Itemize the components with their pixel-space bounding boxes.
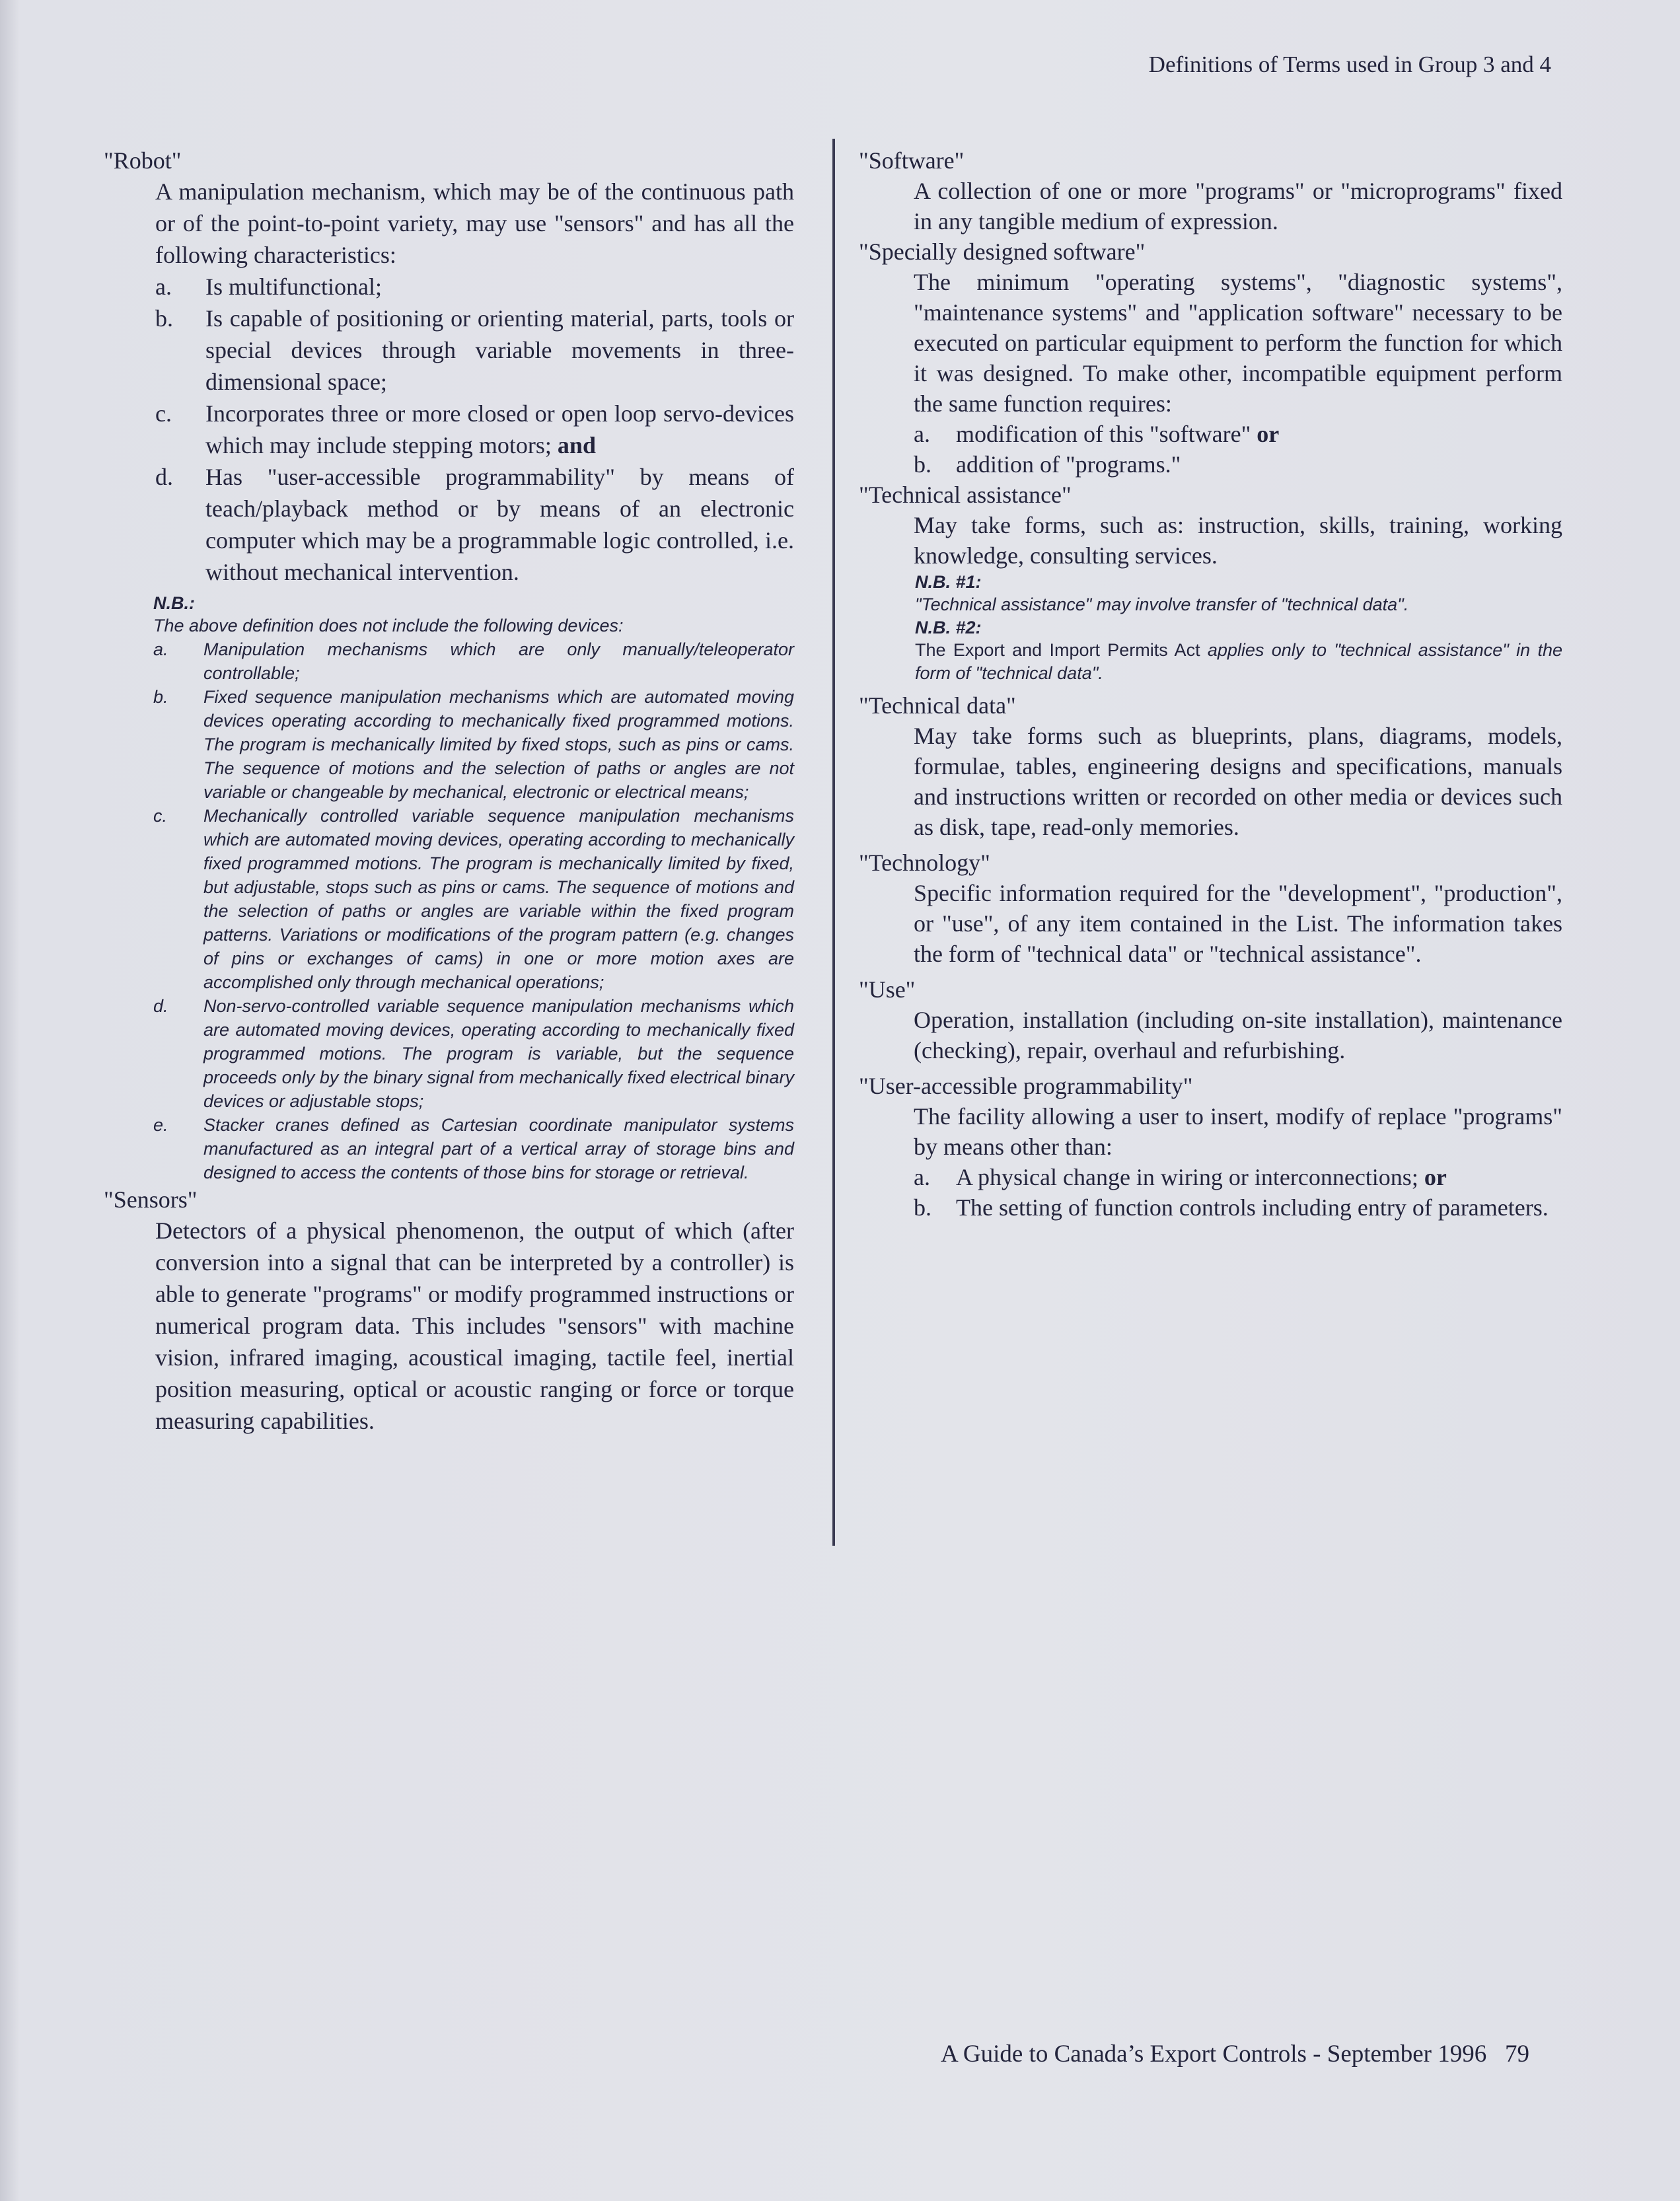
specially-designed-definition: The minimum "operating systems", "diagnostic systems", "maintenance systems" and "application software" necessary to be executed on particular equipment to perform the function for which it was designed. To make other, incompatible equipment perform the same function requires: [914, 269, 1562, 417]
left-column [104, 145, 794, 1437]
list-text-conjunction: or [1418, 1164, 1447, 1190]
list-item [914, 1162, 1562, 1192]
list-text-conjunction: and [551, 432, 596, 458]
list-item [914, 419, 1562, 449]
nb-text: Fixed sequence manipulation mechanisms which are automated moving devices operating according to mechanically fixed programmed motions. The program is mechanically limited by fixed stops, such as pins or cams. The sequence of motions and the selection of paths or angles are not variable or changeable by mechanical, electronic or electrical means; [203, 687, 794, 802]
nb-label: c. [153, 806, 168, 826]
nb-text: Manipulation mechanisms which are only manually/teleoperator controllable; [203, 639, 794, 683]
nb-list-item [153, 804, 794, 994]
list-text-conjunction: or [1251, 421, 1280, 447]
list-label: a. [914, 421, 930, 447]
list-text-body: modification of this "software" [956, 421, 1251, 447]
term-software: "Software" [859, 147, 965, 174]
list-label: d. [155, 464, 173, 490]
nb-list-item [153, 1113, 794, 1184]
term-use: "Use" [859, 976, 916, 1003]
nb-list-item [153, 637, 794, 685]
technology-definition: Specific information required for the "development", "production", or "use", of any item contained in the List. The information takes the form of "technical data" or "technical assistance". [914, 880, 1562, 967]
list-label: b. [914, 451, 931, 478]
technical-data-definition: May take forms such as blueprints, plans, diagrams, models, formulae, tables, engineering designs and specifications, manuals and instructions written or recorded on other media or devices such as disk, tape, read-only memories. [914, 723, 1562, 840]
nb-label: e. [153, 1115, 168, 1135]
nb-label: d. [153, 996, 168, 1016]
nb-list-item [153, 685, 794, 804]
nb2-text [915, 639, 1562, 685]
list-label: a. [155, 273, 172, 300]
term-technical-assistance: "Technical assistance" [859, 482, 1072, 508]
software-definition: A collection of one or more "programs" or "microprograms" fixed in any tangible medium of expression. [914, 178, 1562, 235]
nb2-heading: N.B. #2: [915, 618, 982, 637]
list-label: b. [914, 1194, 931, 1221]
technical-assistance-notes [915, 571, 1562, 685]
list-item [914, 1192, 1562, 1223]
page-footer: A Guide to Canada’s Export Controls - September 1996 79 [941, 2040, 1529, 2068]
list-text [956, 419, 1562, 449]
nb2-act-name: Export and Import Permits Act [953, 640, 1200, 660]
right-column [859, 145, 1562, 1223]
list-text: The setting of function controls including entry of parameters. [956, 1194, 1549, 1221]
term-robot: "Robot" [104, 147, 182, 174]
nb2-suffix: applies only to "technical assistance" in the form of "technical data". [915, 640, 1563, 683]
nb-label: b. [153, 687, 168, 707]
list-item [155, 398, 794, 461]
nb-label: a. [153, 639, 168, 659]
term-sensors: "Sensors" [104, 1186, 198, 1213]
term-technology: "Technology" [859, 849, 990, 876]
term-specially-designed-software: "Specially designed software" [859, 238, 1146, 265]
nb-text: Mechanically controlled variable sequence manipulation mechanisms which are automated moving devices, operating according to mechanically fixed programmed motions. The program is mechanically limited by fixed, but adjustable, stops such as pins or cams. The sequence of motions and the selection of paths or angles are variable within the fixed program patterns. Variations or modifications of the program pattern (e.g. changes of pins or exchanges of cams) in one or more motion axes are accomplished only through mechanical operations; [203, 806, 794, 992]
list-text: Is capable of positioning or orienting material, parts, tools or special devices through variable movements in three-dimensional space; [205, 305, 794, 395]
sensors-definition: Detectors of a physical phenomenon, the output of which (after conversion into a signal that can be interpreted by a controller) is able to generate "programs" or modify programmed instructions or numerical program data. This includes "sensors" with machine vision, infrared imaging, acoustical imaging, tactile feel, inertial position measuring, optical or acoustic ranging or force or torque measuring capabilities. [155, 1217, 794, 1434]
term-user-accessible-programmability: "User-accessible programmability" [859, 1073, 1193, 1099]
nb-intro: The above definition does not include the following devices: [153, 616, 624, 635]
robot-nb-note [153, 592, 794, 1184]
list-item [155, 303, 794, 398]
list-text-body: Incorporates three or more closed or open loop servo-devices which may include stepping motors; [205, 400, 794, 458]
list-label: a. [914, 1164, 930, 1190]
nb1-heading: N.B. #1: [915, 572, 982, 592]
technical-assistance-definition: May take forms, such as: instruction, skills, training, working knowledge, consulting services. [914, 512, 1562, 569]
list-text: Has "user-accessible programmability" by means of teach/playback method or by means of an electronic computer which may be a programmable logic controlled, i.e. without mechanical intervention. [205, 464, 794, 585]
running-header: Definitions of Terms used in Group 3 and 4 [1148, 52, 1551, 77]
nb1-text: "Technical assistance" may involve transfer of "technical data". [915, 595, 1409, 614]
list-text: Is multifunctional; [205, 273, 382, 300]
list-text: addition of "programs." [956, 451, 1181, 478]
nb2-prefix: The [915, 640, 953, 660]
list-text [956, 1162, 1562, 1192]
list-label: c. [155, 400, 172, 427]
use-definition: Operation, installation (including on-site installation), maintenance (checking), repair, overhaul and refurbishing. [914, 1007, 1562, 1064]
user-accessible-definition: The facility allowing a user to insert, modify of replace "programs" by means other than: [914, 1103, 1562, 1160]
nb-list-item [153, 994, 794, 1113]
list-text [205, 398, 794, 461]
term-technical-data: "Technical data" [859, 692, 1016, 719]
nb-text: Stacker cranes defined as Cartesian coordinate manipulator systems manufactured as an integral part of a vertical array of storage bins and designed to access the contents of those bins for storage or retrieval. [203, 1115, 794, 1182]
robot-definition: A manipulation mechanism, which may be of the continuous path or of the point-to-point variety, may use "sensors" and has all the following characteristics: [155, 178, 794, 268]
nb-text: Non-servo-controlled variable sequence manipulation mechanisms which are automated moving devices, operating according to mechanically fixed programmed motions. The program is variable, but the sequence proceeds only by the binary signal from mechanically fixed electrical binary devices or adjustable stops; [203, 996, 794, 1111]
list-text-body: A physical change in wiring or interconnections; [956, 1164, 1418, 1190]
nb-heading: N.B.: [153, 593, 195, 613]
robot-characteristics-list [155, 271, 794, 588]
list-item [155, 461, 794, 588]
list-item [155, 271, 794, 303]
list-label: b. [155, 305, 173, 332]
column-divider [832, 139, 835, 1546]
list-item [914, 449, 1562, 480]
